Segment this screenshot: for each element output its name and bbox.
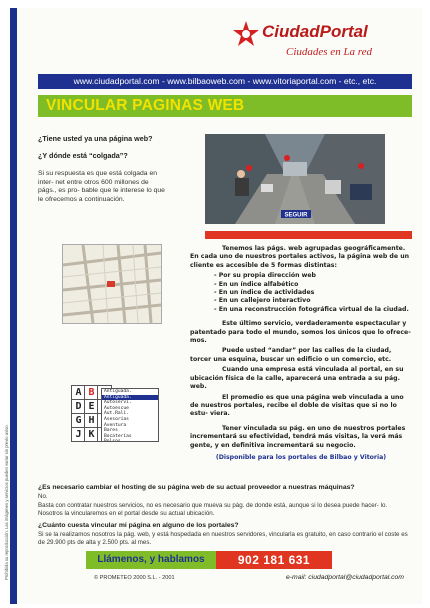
availability-note: (Disponible para los portales de Bilbao y Vitoria) [215, 453, 387, 461]
faq-question-cost: ¿Cuánto cuesta vincular mi página en alguno de los portales? [38, 522, 239, 529]
star-logo-icon [232, 20, 260, 48]
letter-tile[interactable]: G [71, 413, 86, 428]
left-color-bar [10, 8, 17, 604]
red-divider [205, 231, 412, 239]
street-scene-image [205, 134, 385, 224]
photo-label: SEGUIR [284, 212, 308, 219]
copyright: © PROMETEO 2000 S.L. - 2001 [94, 575, 175, 581]
question-has-website: ¿Tiene usted ya una página web? [38, 134, 153, 143]
paragraph: El promedio es que una página web vinculada a uno de nuestros portales, recibe el doble de visitas que si no lo estu- viera. [190, 393, 404, 418]
faq-question-hosting: ¿Es necesario cambiar el hosting de su página web de su actual proveedor a nuestras máquinas? [38, 484, 355, 491]
letter-tile[interactable]: E [84, 399, 99, 414]
section-header [38, 95, 412, 117]
street-map [62, 244, 162, 324]
paragraph: Cuando una empresa está vinculada al portal, en su ubicación física de la calle, aparecerá una entrada a su pág. web. [190, 366, 404, 391]
list-item[interactable]: Autoescue [104, 405, 129, 411]
letter-tile[interactable]: D [71, 399, 86, 414]
letter-tile[interactable]: J [71, 427, 86, 442]
list-item[interactable]: Antiguada. [104, 389, 132, 394]
letter-tile[interactable]: B [84, 385, 99, 400]
intro-paragraph: Si su respuesta es que está colgada en inter- net entre otros 600 millones de págs., es pro- bable que le interese lo que le ofrecemos a continuación. [38, 170, 165, 203]
map-image [63, 245, 161, 323]
call-us-banner: Llámenos, y hablamos [86, 551, 216, 569]
faq-answer-cost: Si se la realizamos nosotros la pág. web, y está hospedada en nuestros servidores, vincularla es gratuito, en caso contrario el coste es de 29.900 pts de alta y 2.500 pts. al mes. [38, 531, 408, 546]
list-item: - Por su propia dirección web [214, 272, 316, 280]
list-item[interactable]: Bares [104, 428, 118, 434]
brand-title: CiudadPortal [262, 22, 368, 41]
list-item: - En una reconstrucción fotográfica virtual de la ciudad. [214, 305, 409, 313]
list-item[interactable]: Asesorías [104, 416, 129, 422]
phone-number[interactable]: 902 181 631 [216, 551, 332, 569]
activity-listbox[interactable] [101, 388, 159, 442]
paragraph: Tener vinculada su pág. en uno de nuestros portales incrementará su efectividad, tendrá más visitas, la verá más gente, y en definitiva incrementará su negocio. [190, 424, 406, 449]
brand-logo [232, 20, 412, 64]
question-where-hosted: ¿Y dónde está “colgada”? [38, 151, 128, 160]
paragraph: Tenemos las págs. web agrupadas geográficamente. En cada uno de nuestros portales activos, la página web de un cliente es accesible de 5 formas distintas: [190, 245, 410, 269]
letter-tile[interactable]: H [84, 413, 99, 428]
list-item: - En un callejero interactivo [214, 297, 311, 305]
list-item[interactable]: Bocaterías [104, 433, 132, 439]
list-item[interactable]: Autoservi. [104, 400, 132, 406]
right-column [190, 245, 412, 469]
directory-widget [71, 385, 157, 443]
vertical-note: Prohibida su reproducción. Las imágenes y servicios pueden variar sin previo aviso. [4, 424, 9, 580]
list-item: - En un índice alfabético [214, 280, 299, 288]
section-title: VINCULAR PAGINAS WEB [46, 97, 245, 114]
paragraph: Puede usted “andar” por las calles de la ciudad, torcer una esquina, buscar un edificio o un comercio, etc. [190, 347, 392, 363]
faq-answer-short: No. [38, 493, 48, 500]
list-item[interactable]: Antiguada. [102, 395, 158, 401]
brand-subtitle: Ciudades en La red [286, 46, 373, 58]
paragraph: Este último servicio, verdaderamente espectacular y patentado para todo el mundo, somos los únicos que lo ofrece- mos. [190, 320, 411, 345]
letter-tile[interactable]: K [84, 427, 99, 442]
faq-answer-hosting: Basta con contratar nuestros servicios, no es necesario que mueva su pág. de donde está, aunque si lo desea puede hacer- lo. Nosotros la vincularemos en el portal desde su actual ubicación. [38, 502, 388, 517]
letter-tile[interactable]: A [71, 385, 86, 400]
url-bar: www.ciudadportal.com - www.bilbaoweb.com - www.vitoriaportal.com - etc., etc. [38, 74, 412, 89]
list-item[interactable]: Aut.Rali. [104, 411, 129, 417]
street-photo [205, 134, 385, 224]
list-item[interactable]: Aventura [104, 422, 127, 428]
list-item[interactable]: Bolsos [104, 439, 121, 442]
email-link[interactable]: e-mail: ciudadportal@ciudadportal.com [286, 574, 404, 581]
list-item: - En un índice de actividades [214, 289, 315, 297]
